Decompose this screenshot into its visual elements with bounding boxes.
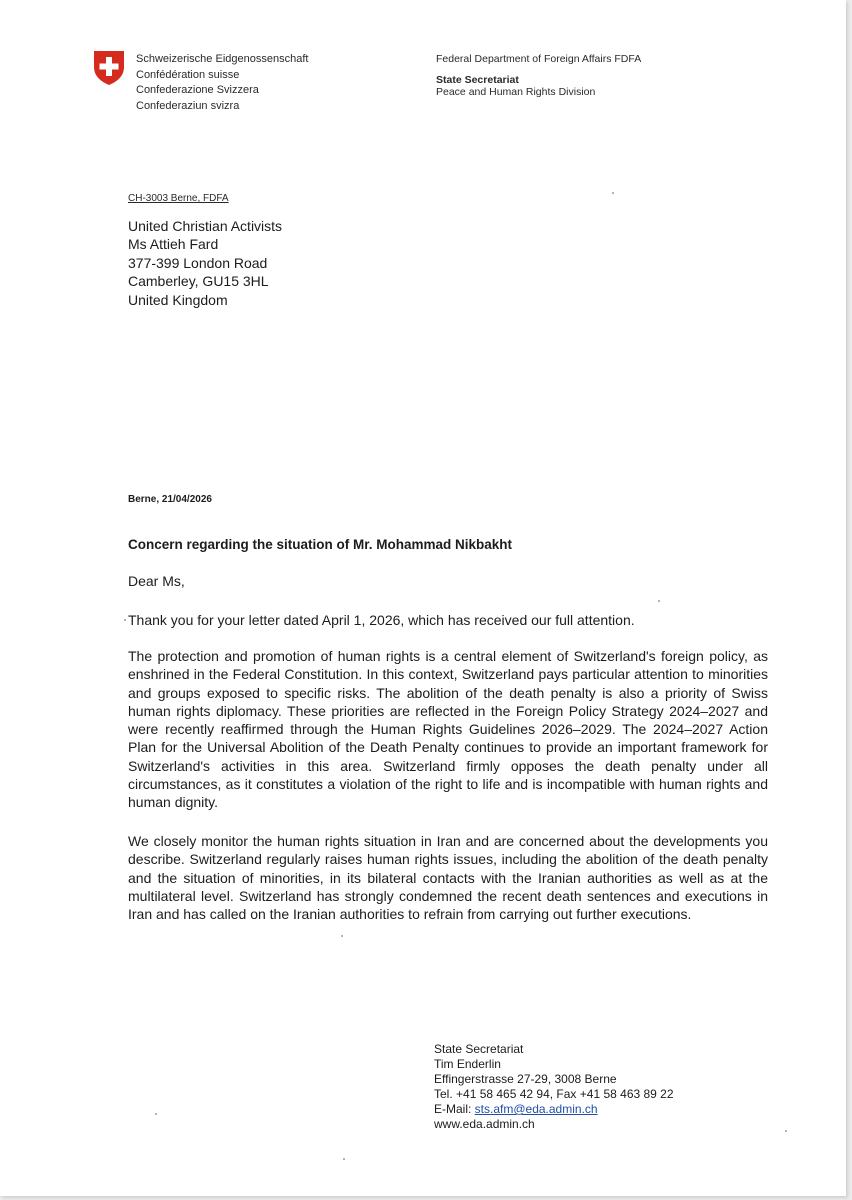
signature-block	[434, 1042, 674, 1132]
recipient-line: Ms Attieh Fard	[128, 236, 219, 253]
sender-line: CH-3003 Berne, FDFA	[128, 193, 229, 204]
recipient-address	[128, 217, 282, 309]
scan-speck	[785, 1130, 787, 1132]
scan-speck	[341, 935, 343, 937]
signature-name: Tim Enderlin	[434, 1057, 501, 1071]
division-name: Peace and Human Rights Division	[436, 86, 596, 98]
signature-phone: Tel. +41 58 465 42 94, Fax +41 58 463 89 22	[434, 1087, 674, 1101]
unit-name: State Secretariat	[436, 73, 519, 86]
signature-unit: State Secretariat	[434, 1042, 524, 1056]
scan-speck	[343, 1158, 345, 1160]
confederation-name-it: Confederazione Svizzera	[136, 84, 259, 97]
scan-speck	[155, 1113, 157, 1115]
letter-date: Berne, 21/04/2026	[128, 494, 212, 505]
signature-email-row	[434, 1102, 674, 1117]
salutation: Dear Ms,	[128, 573, 185, 589]
department-name: Federal Department of Foreign Affairs FDFA	[436, 53, 642, 65]
confederation-name-rm: Confederaziun svizra	[136, 99, 240, 112]
recipient-line: 377-399 London Road	[128, 254, 268, 271]
scan-speck	[658, 600, 660, 602]
body-paragraph: The protection and promotion of human rights is a central element of Switzerland's foreign policy, as enshrined in the Federal Constitution. In this context, Switzerland pays particular attention to minorities and groups exposed to specific risks. The abolition of the death penalty is also a priority of Swiss human rights diplomacy. These priorities are reflected in the Foreign Policy Strategy 2024–2027 and were recently reaffirmed through the Human Rights Guidelines 2026–2029. The 2024–2027 Action Plan for the Universal Abolition of the Death Penalty continues to provide an important framework for Switzerland's activities in this area. Switzerland firmly opposes the death penalty under all circumstances, as it constitutes a violation of the right to life and is incompatible with human rights and human dignity.	[128, 648, 768, 811]
email-label: E-Mail:	[434, 1102, 475, 1116]
signature-address: Effingerstrasse 27-29, 3008 Berne	[434, 1072, 617, 1086]
swiss-crest-icon	[93, 50, 125, 86]
recipient-line: United Kingdom	[128, 291, 228, 308]
letter-subject: Concern regarding the situation of Mr. Mohammad Nikbakht	[128, 537, 513, 552]
department-block	[436, 53, 641, 99]
signature-website: www.eda.admin.ch	[434, 1117, 535, 1131]
confederation-names	[136, 52, 308, 114]
recipient-line: United Christian Activists	[128, 218, 283, 234]
email-link[interactable]: sts.afm@eda.admin.ch	[474, 1102, 598, 1116]
recipient-line: Camberley, GU15 3HL	[128, 273, 269, 290]
body-paragraph: Thank you for your letter dated April 1, 2026, which has received our full attention.	[128, 612, 635, 628]
scan-speck	[124, 619, 126, 621]
confederation-name-fr: Confédération suisse	[136, 68, 240, 81]
scan-speck	[612, 192, 614, 194]
confederation-name-de: Schweizerische Eidgenossenschaft	[136, 53, 309, 65]
body-paragraph: We closely monitor the human rights situation in Iran and are concerned about the developments you describe. Switzerland regularly raises human rights issues, including the abolition of the death penalty and the situation of minorities, in its bilateral contacts with the Iranian authorities as well as at the multilateral level. Switzerland has strongly condemned the recent death sentences and executions in Iran and has called on the Iranian authorities to refrain from carrying out further executions.	[128, 833, 768, 923]
